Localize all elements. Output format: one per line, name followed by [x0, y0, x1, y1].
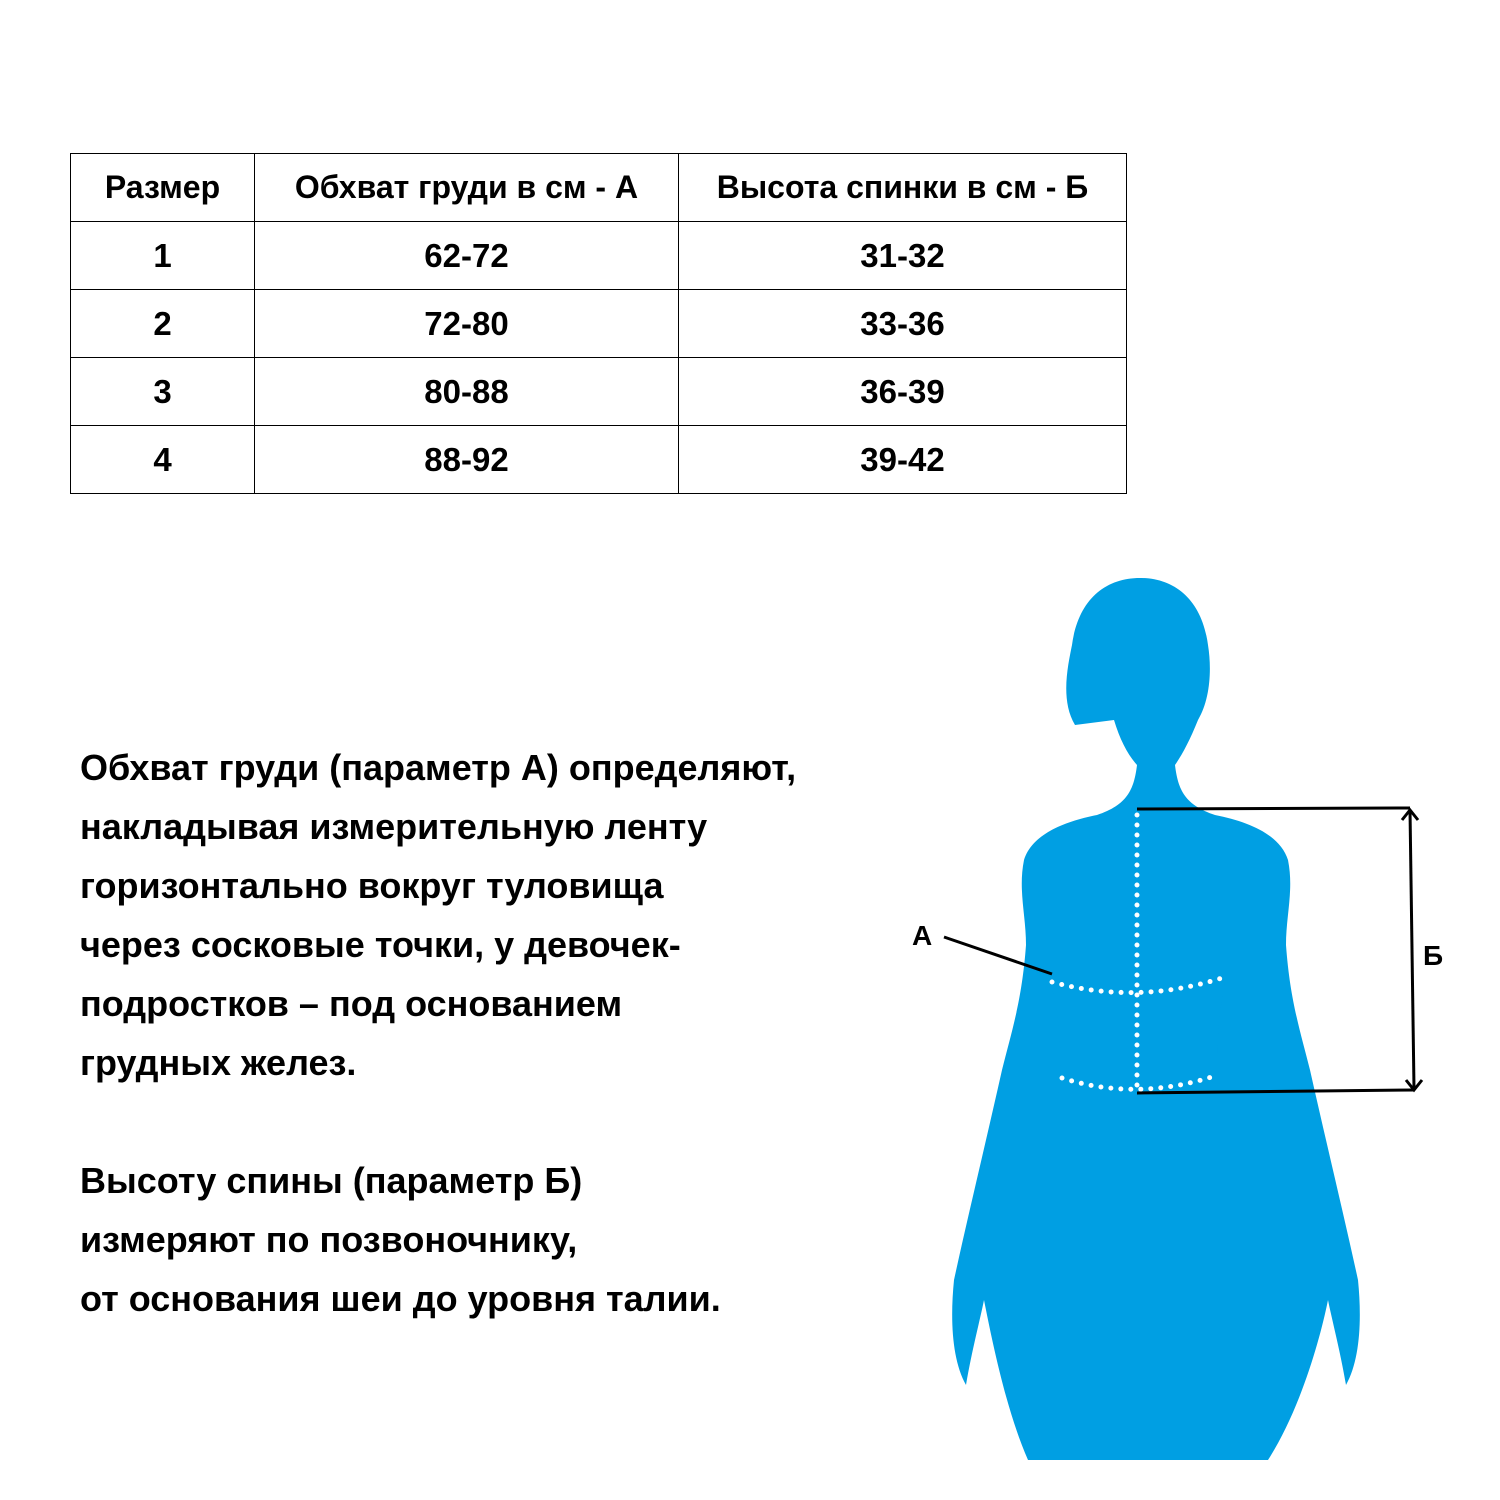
body-silhouette-svg [900, 560, 1470, 1460]
chest-instruction-line: накладывая измерительную ленту [80, 806, 708, 847]
table-row [71, 358, 1127, 426]
cell-back-height: 31-32 [679, 222, 1127, 290]
cell-chest: 62-72 [255, 222, 679, 290]
cell-size: 4 [71, 426, 255, 494]
label-b: Б [1423, 940, 1444, 971]
chest-instruction-line: через сосковые точки, у девочек- [80, 924, 681, 965]
measurement-instructions [80, 738, 940, 1328]
cell-back-height: 33-36 [679, 290, 1127, 358]
cell-size: 3 [71, 358, 255, 426]
table-row [71, 222, 1127, 290]
cell-chest: 88-92 [255, 426, 679, 494]
chest-instruction-line: Обхват груди (параметр А) определяют, [80, 747, 797, 788]
chest-instruction-line: подростков – под основанием [80, 983, 623, 1024]
table-header-row [71, 154, 1127, 222]
back-instruction-line: Высоту спины (параметр Б) [80, 1160, 583, 1201]
back-instruction-line: от основания шеи до уровня талии. [80, 1278, 721, 1319]
table-row [71, 290, 1127, 358]
cell-size: 1 [71, 222, 255, 290]
header-back-height: Высота спинки в см - Б [679, 154, 1127, 222]
header-size: Размер [71, 154, 255, 222]
header-chest: Обхват груди в см - А [255, 154, 679, 222]
back-instruction-line: измеряют по позвоночнику, [80, 1219, 578, 1260]
body-measurement-figure [900, 560, 1470, 1460]
measure-vertical-arrow [1410, 810, 1414, 1088]
measure-top-line [1137, 808, 1410, 809]
table-row [71, 426, 1127, 494]
cell-back-height: 39-42 [679, 426, 1127, 494]
size-table [70, 153, 1127, 494]
cell-chest: 72-80 [255, 290, 679, 358]
cell-chest: 80-88 [255, 358, 679, 426]
cell-size: 2 [71, 290, 255, 358]
chest-instruction-line: горизонтально вокруг туловища [80, 865, 664, 906]
paragraph-gap [80, 1092, 940, 1151]
label-a: А [912, 920, 933, 951]
cell-back-height: 36-39 [679, 358, 1127, 426]
chest-instruction-line: грудных желез. [80, 1042, 357, 1083]
